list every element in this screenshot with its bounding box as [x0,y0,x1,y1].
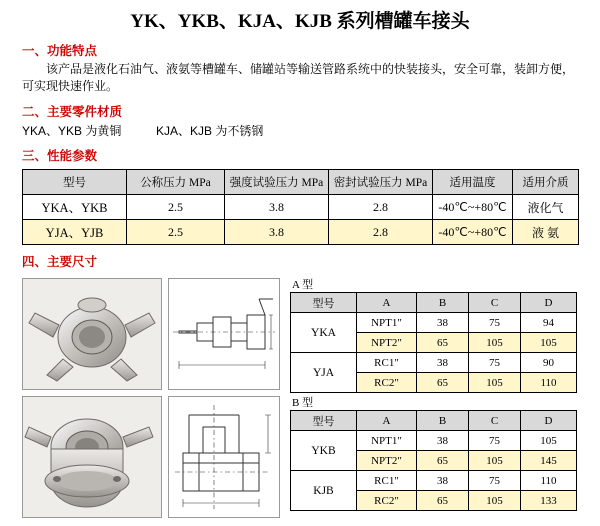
section-heading-material: 二、主要零件材质 [22,105,123,119]
features-paragraph: 该产品是液化石油气、液氨等槽罐车、储罐站等输送管路系统中的快装接头，安全可靠，装卸方便，可实现快速作业。 [22,62,575,93]
material-line [22,122,600,139]
dimension-table-a [290,292,577,393]
table-header-row [291,411,577,431]
perf-r1-c2: 3.8 [225,220,329,245]
dima-r0-c1: NPT1" [357,313,417,333]
dimb-r2-c2: 38 [417,471,469,491]
perf-r1-c3: 2.8 [329,220,433,245]
dima-r2-c3: 75 [469,353,521,373]
table-header-row [23,170,579,195]
perf-r0-c2: 3.8 [225,195,329,220]
dima-r0-c3: 75 [469,313,521,333]
dimb-r3-c4: 133 [521,491,577,511]
page-title: YK、YKB、KJA、KJB 系列槽罐车接头 [130,11,470,32]
dima-col-3: C [469,293,521,313]
dimb-col-2: B [417,411,469,431]
dimb-r0-c3: 75 [469,431,521,451]
dimb-r1-c3: 105 [469,451,521,471]
perf-r0-c0: YKA、YKB [23,195,127,220]
dima-model-yka: YKA [291,313,357,353]
performance-table [22,169,579,245]
dima-r3-c3: 105 [469,373,521,393]
perf-r0-c5: 液化气 [513,195,579,220]
dimb-model-ykb: YKB [291,431,357,471]
dima-r1-c1: NPT2" [357,333,417,353]
dimb-r0-c1: NPT1" [357,431,417,451]
perf-col-1: 公称压力 MPa [127,170,225,195]
dimb-r1-c1: NPT2" [357,451,417,471]
perf-r1-c5: 液 氨 [513,220,579,245]
dima-r1-c2: 65 [417,333,469,353]
perf-r1-c1: 2.5 [127,220,225,245]
dima-model-yja: YJA [291,353,357,393]
dimb-r3-c3: 105 [469,491,521,511]
dima-r1-c3: 105 [469,333,521,353]
dima-col-2: B [417,293,469,313]
dimb-r1-c2: 65 [417,451,469,471]
section-heading-dimensions: 四、主要尺寸 [22,255,98,269]
material-steel-text: KJA、KJB 为不锈钢 [156,124,264,138]
product-photo-b [22,396,162,518]
perf-r0-c4: -40℃~+80℃ [433,195,513,220]
dimb-col-4: D [521,411,577,431]
perf-r0-c1: 2.5 [127,195,225,220]
dima-r0-c2: 38 [417,313,469,333]
table-row [291,313,577,333]
dima-r1-c4: 105 [521,333,577,353]
dima-r2-c4: 90 [521,353,577,373]
section-heading-features: 一、功能特点 [22,44,98,58]
dimb-r0-c4: 105 [521,431,577,451]
table-header-row [291,293,577,313]
dima-r3-c1: RC2" [357,373,417,393]
dimb-r2-c3: 75 [469,471,521,491]
dima-r3-c4: 110 [521,373,577,393]
dimension-table-b [290,410,577,511]
dimb-r1-c4: 145 [521,451,577,471]
perf-r1-c0: YJA、YJB [23,220,127,245]
perf-col-4: 适用温度 [433,170,513,195]
product-photo-a [22,278,162,390]
technical-drawing-a [168,278,280,390]
perf-col-0: 型号 [23,170,127,195]
type-label-a: A 型 [292,279,314,291]
perf-r0-c3: 2.8 [329,195,433,220]
section-heading-performance: 三、性能参数 [22,149,98,163]
perf-r1-c4: -40℃~+80℃ [433,220,513,245]
document-page [0,10,600,526]
table-row [23,220,579,245]
type-label-b: B 型 [292,397,314,409]
dimb-r2-c1: RC1" [357,471,417,491]
dima-r2-c2: 38 [417,353,469,373]
perf-col-5: 适用介质 [513,170,579,195]
dima-r3-c2: 65 [417,373,469,393]
dimb-model-kjb: KJB [291,471,357,511]
technical-drawing-b [168,396,280,518]
dimb-r3-c1: RC2" [357,491,417,511]
material-brass-text: YKA、YKB 为黄铜 [22,124,122,138]
dima-r2-c1: RC1" [357,353,417,373]
dimb-r3-c2: 65 [417,491,469,511]
dima-r0-c4: 94 [521,313,577,333]
dimb-r2-c4: 110 [521,471,577,491]
dimb-col-3: C [469,411,521,431]
dimb-col-1: A [357,411,417,431]
dimb-r0-c2: 38 [417,431,469,451]
table-row [23,195,579,220]
dimensions-area [0,274,600,522]
dima-col-1: A [357,293,417,313]
dimb-col-0: 型号 [291,411,357,431]
dima-col-4: D [521,293,577,313]
table-row [291,431,577,451]
table-row [291,353,577,373]
dima-col-0: 型号 [291,293,357,313]
perf-col-3: 密封试验压力 MPa [329,170,433,195]
perf-col-2: 强度试验压力 MPa [225,170,329,195]
table-row [291,471,577,491]
